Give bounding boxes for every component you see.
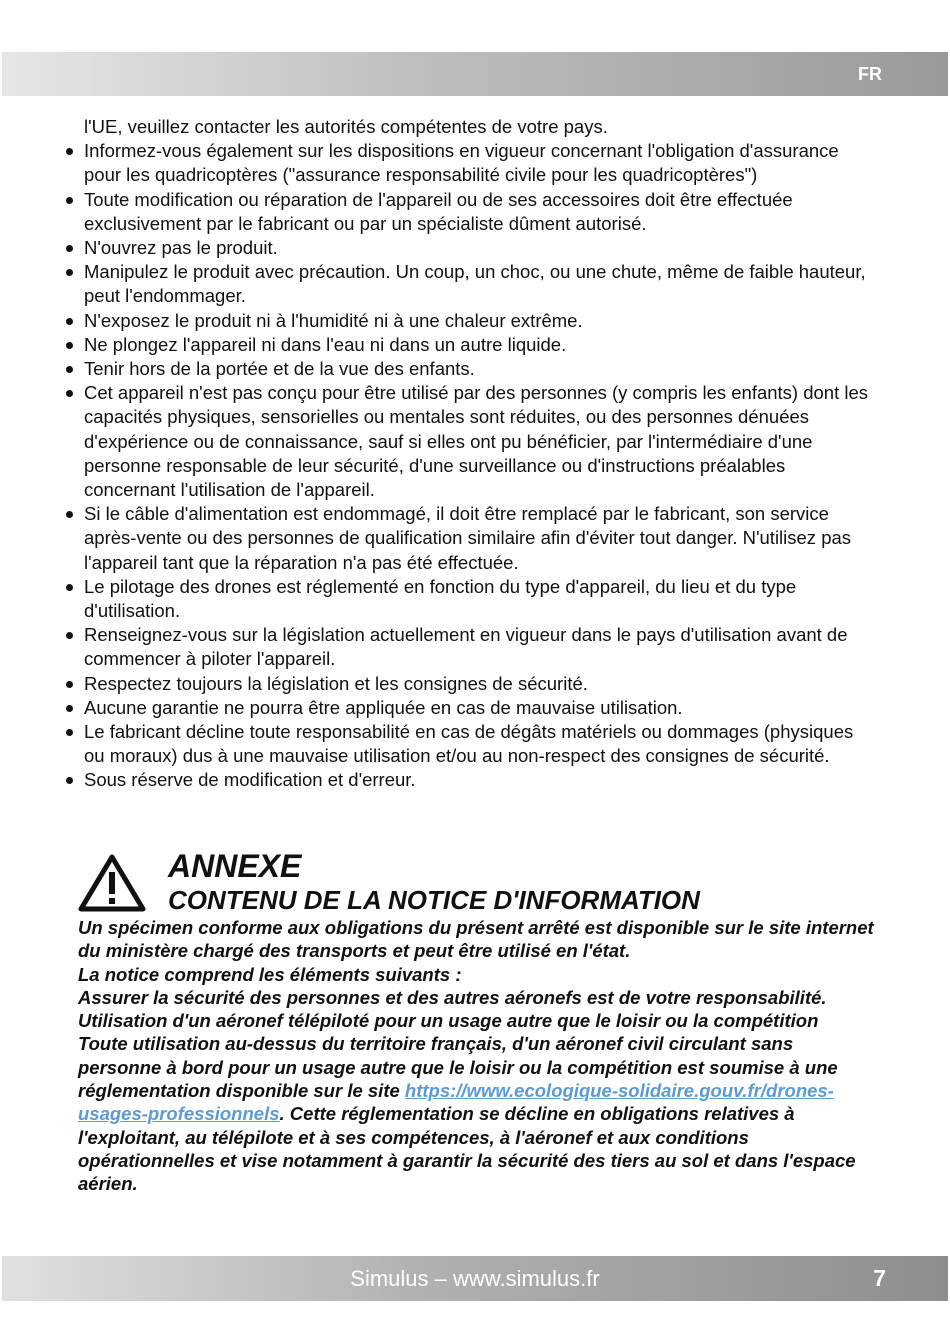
annex-text: . Cette réglementation se décline en obligations relatives à l'exploitant, au télépilote et à ses compétences, à l'aéronef et aux conditions opérationnelles et vise notamment à garantir la sécurité des tiers au sol et dans l'espace aérien. bbox=[78, 1103, 856, 1195]
annex-paragraph: La notice comprend les éléments suivants : bbox=[78, 963, 462, 985]
list-item: Toute modification ou réparation de l'appareil ou de ses accessoires doit être effectuée exclusivement par le fabricant ou par un spécialiste dûment autorisé. bbox=[62, 188, 878, 236]
list-item: Aucune garantie ne pourra être appliquée en cas de mauvaise utilisation. bbox=[62, 696, 878, 720]
warning-triangle-icon bbox=[78, 854, 146, 912]
continuation-text: l'UE, veuillez contacter les autorités compétentes de votre pays. bbox=[84, 116, 608, 137]
regulation-link[interactable]: https://www.ecologique-solidaire.gouv.fr/drones-usages-professionnels bbox=[78, 1080, 834, 1125]
list-item: Manipulez le produit avec précaution. Un coup, un choc, ou une chute, même de faible hauteur, peut l'endommager. bbox=[62, 260, 878, 308]
annex-heading bbox=[168, 848, 878, 916]
list-item: Le pilotage des drones est réglementé en fonction du type d'appareil, du lieu et du type d'utilisation. bbox=[62, 575, 878, 623]
safety-instructions bbox=[62, 115, 878, 793]
list-item: Ne plongez l'appareil ni dans l'eau ni dans un autre liquide. bbox=[62, 333, 878, 357]
list-item: Renseignez-vous sur la législation actuellement en vigueur dans le pays d'utilisation avant de commencer à piloter l'appareil. bbox=[62, 623, 878, 671]
list-item: Informez-vous également sur les dispositions en vigueur concernant l'obligation d'assurance pour les quadricoptères ("assurance responsabilité civile pour les quadricoptères") bbox=[62, 139, 878, 187]
list-item: N'exposez le produit ni à l'humidité ni à une chaleur extrême. bbox=[62, 309, 878, 333]
language-label: FR bbox=[858, 64, 882, 84]
header-bar bbox=[2, 52, 948, 96]
instruction-list bbox=[62, 139, 878, 792]
annex-text: Toute utilisation au-dessus du territoire français, d'un aéronef civil circulant sans personne à bord pour un usage autre que le loisir ou la compétition est soumise à une réglementation disponible sur le site bbox=[78, 1033, 838, 1102]
annex-subtitle: CONTENU DE LA NOTICE D'INFORMATION bbox=[168, 885, 700, 915]
annex-section bbox=[78, 848, 878, 1196]
annex-paragraph: Assurer la sécurité des personnes et des autres aéronefs est de votre responsabilité. bbox=[78, 986, 827, 1008]
annex-title: ANNEXE bbox=[168, 848, 302, 884]
page-number: 7 bbox=[873, 1265, 886, 1291]
list-item: Si le câble d'alimentation est endommagé, il doit être remplacé par le fabricant, son service après-vente ou des personnes de qualification similaire afin d'éviter tout danger. N'utilisez pas l'appareil tant que la réparation n'a pas été effectuée. bbox=[62, 502, 878, 575]
footer-bar bbox=[2, 1256, 948, 1301]
list-item: Sous réserve de modification et d'erreur. bbox=[62, 768, 878, 792]
list-item: Respectez toujours la législation et les consignes de sécurité. bbox=[62, 672, 878, 696]
list-item: N'ouvrez pas le produit. bbox=[62, 236, 878, 260]
annex-paragraph: Utilisation d'un aéronef télépiloté pour un usage autre que le loisir ou la compétition bbox=[78, 1010, 819, 1032]
annex-paragraph bbox=[78, 1032, 878, 1195]
list-item: Le fabricant décline toute responsabilité en cas de dégâts matériels ou dommages (physiques ou moraux) dus à une mauvaise utilisation et/ou au non-respect des consignes de sécurité. bbox=[62, 720, 878, 768]
list-item: Cet appareil n'est pas conçu pour être utilisé par des personnes (y compris les enfants) dont les capacités physiques, sensorielles ou mentales sont réduites, ou des personnes dénuées d'expérience ou de connaissance, sauf si elles ont pu bénéficier, par l'intermédiaire d'une personne responsable de leur sécurité, d'une surveillance ou d'instructions préalables concernant l'utilisation de l'appareil. bbox=[62, 381, 878, 502]
annex-paragraph: Un spécimen conforme aux obligations du présent arrêté est disponible sur le site internet du ministère chargé des transports et peut être utilisé en l'état. bbox=[78, 917, 874, 962]
annex-body bbox=[78, 916, 878, 1196]
list-item: Tenir hors de la portée et de la vue des enfants. bbox=[62, 357, 878, 381]
footer-text: Simulus – www.simulus.fr bbox=[350, 1266, 600, 1291]
